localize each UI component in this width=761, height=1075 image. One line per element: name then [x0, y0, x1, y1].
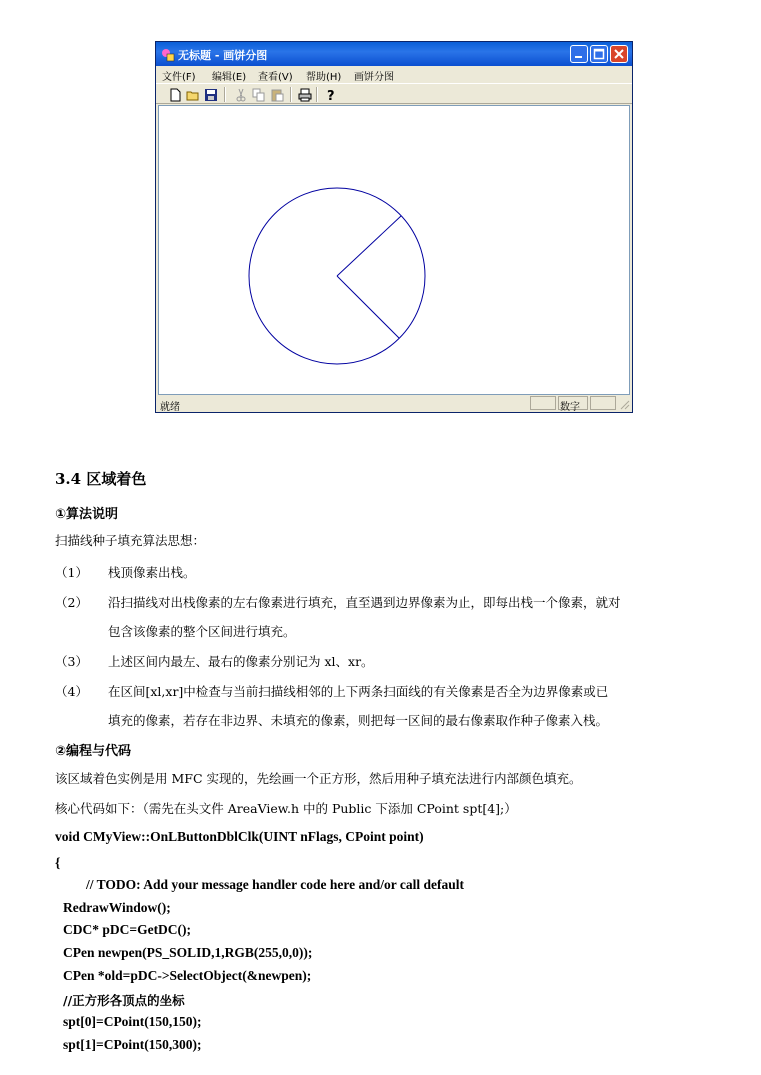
code-heading: ②编程与代码 [55, 744, 132, 759]
menu-edit[interactable]: 编辑(E) [212, 72, 247, 83]
menu-help[interactable]: 帮助(H) [306, 72, 342, 83]
code-line: CDC* pDC=GetDC(); [63, 922, 192, 937]
step-text: 填充的像素，若存在非边界、未填充的像素，则把每一区间的最右像素取作种子像素入栈。 [108, 713, 609, 728]
code-line: CPen *old=pDC->SelectObject(&newpen); [63, 968, 312, 983]
window-title: 无标题 - 画饼分图 [178, 49, 268, 62]
maximize-button[interactable] [590, 45, 608, 63]
print-icon[interactable] [298, 87, 312, 101]
paste-icon[interactable] [270, 87, 284, 101]
status-num-lock: 数字 [560, 402, 580, 413]
algo-intro: 扫描线种子填充算法思想： [55, 533, 206, 548]
step-number: （2） [55, 595, 88, 610]
code-intro: 该区域着色实例是用 MFC 实现的，先绘画一个正方形，然后用种子填充法进行内部颜色填充。 [55, 771, 582, 786]
save-icon[interactable] [204, 87, 218, 101]
step-text: 栈顶像素出栈。 [108, 565, 196, 580]
pie-drawing [159, 106, 629, 394]
step-text: 在区间[xl,xr]中检查与当前扫描线相邻的上下两条扫面线的有关像素是否全为边界像素或已 [108, 684, 609, 699]
help-icon[interactable] [324, 87, 338, 101]
menu-bar [156, 66, 632, 83]
svg-text:?: ? [327, 89, 335, 102]
toolbar-separator [316, 87, 318, 102]
step-number: （4） [55, 684, 88, 699]
status-ready: 就绪 [160, 402, 180, 413]
title-bar [156, 42, 632, 66]
code-comment: //正方形各顶点的坐标 [63, 993, 185, 1008]
status-bar [156, 395, 632, 412]
open-folder-icon[interactable] [186, 87, 200, 101]
code-line: { [55, 855, 61, 870]
step-text: 沿扫描线对出栈像素的左右像素进行填充，直至遇到边界像素为止，即每出栈一个像素，就对 [108, 595, 621, 610]
pie-radius-lower [337, 276, 399, 338]
app-window-screenshot [155, 41, 633, 413]
pie-radius-upper [337, 216, 401, 276]
drawing-canvas[interactable] [158, 105, 630, 395]
code-line: spt[1]=CPoint(150,300); [63, 1037, 202, 1052]
step-number: （1） [55, 565, 88, 580]
menu-file[interactable]: 文件(F) [162, 72, 196, 83]
copy-icon[interactable] [252, 87, 266, 101]
code-note: 核心代码如下：（需先在头文件 AreaView.h 中的 Public 下添加 CPoint spt[4];） [55, 801, 517, 816]
code-line: CPen newpen(PS_SOLID,1,RGB(255,0,0)); [63, 945, 313, 960]
toolbar [156, 83, 632, 104]
minimize-button[interactable] [570, 45, 588, 63]
toolbar-separator [290, 87, 292, 102]
code-line: // TODO: Add your message handler code here and/or call default [86, 877, 465, 892]
status-pane [530, 396, 556, 410]
toolbar-separator [224, 87, 226, 102]
cut-icon[interactable] [234, 87, 248, 101]
menu-view[interactable]: 查看(V) [258, 72, 293, 83]
step-number: （3） [55, 654, 88, 669]
resize-grip-icon[interactable] [618, 398, 630, 413]
close-button[interactable] [610, 45, 628, 63]
algo-heading: ①算法说明 [55, 507, 119, 522]
section-heading: 3.4 区域着色 [55, 470, 147, 488]
step-text: 包含该像素的整个区间进行填充。 [108, 624, 296, 639]
menu-pie-chart[interactable]: 画饼分图 [354, 72, 394, 83]
code-line: spt[0]=CPoint(150,150); [63, 1014, 202, 1029]
code-line: void CMyView::OnLButtonDblClk(UINT nFlags, CPoint point) [55, 829, 424, 844]
new-file-icon[interactable] [168, 87, 182, 101]
status-pane [590, 396, 616, 410]
step-text: 上述区间内最左、最右的像素分别记为 xl、xr。 [108, 654, 374, 669]
code-line: RedrawWindow(); [63, 900, 171, 915]
app-icon [161, 47, 175, 61]
